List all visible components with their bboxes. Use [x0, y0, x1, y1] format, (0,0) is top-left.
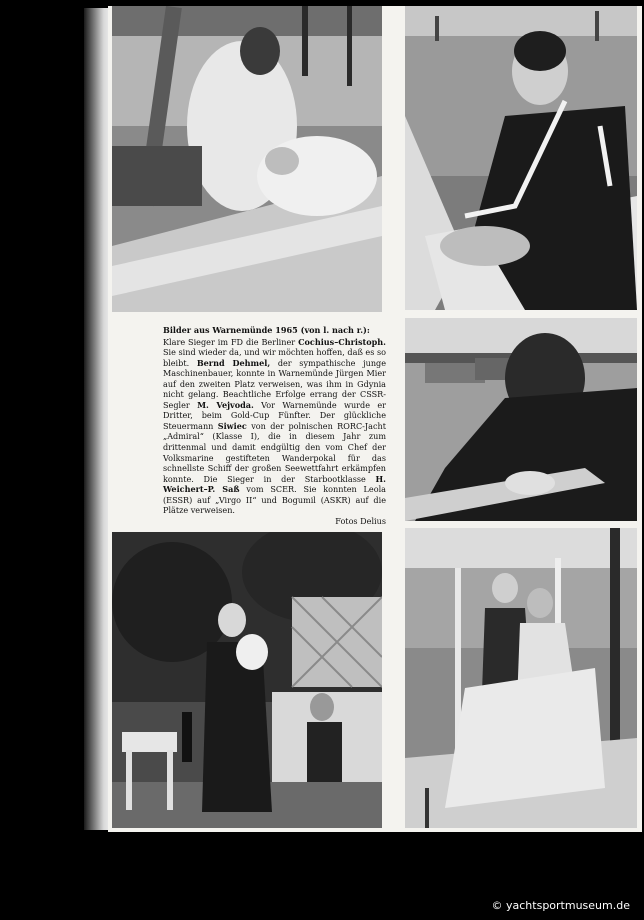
caption-name: Siwiec: [217, 420, 247, 431]
caption-text: der sympathische junge Maschinenbauer, konnte in Warnemünde Jürgen Mier auf den zweiten Platz verweisen, was ihm in Gdynia nicht gelang. Beachtliche Erfolge errang der CSSR-Segler: [163, 357, 387, 410]
caption-name: H. Weichert–P. Saß: [163, 473, 386, 495]
caption-text: Klare Sieger im FD die Berliner: [163, 336, 299, 347]
photo-bernd-dehmel: [405, 6, 637, 310]
caption-text: von der polnischen RORC-Jacht „Admiral“ (Klasse I), die in diesem Jahr zum drittenmal und damit endgültig den vom Chef der Volksmarine gestifteten Wanderpokal für das schnellste Schiff der großen Seewettfahrt erkämpfen konnte. Die Sieger in der Starbootklasse: [163, 420, 386, 484]
photo-siwiec-trophy: [112, 532, 382, 828]
caption-text: vom SCER. Sie konnten Leola (ESSR) auf „Virgo II“ und Bogumil (ASKR) auf die Plätze verweisen.: [163, 484, 386, 516]
caption-title: Bilder aus Warnemünde 1965 (von l. nach r.):: [163, 325, 370, 335]
caption-name: Cochius–Christoph.: [298, 336, 386, 347]
photo-caption: [163, 325, 386, 526]
photo-credit: Fotos Delius: [335, 515, 386, 526]
photo-weichert-sass: [405, 528, 637, 828]
caption-text: Sie sind wieder da, und wir möchten hoffen, daß es so bleibt.: [163, 347, 386, 368]
caption-body: [163, 337, 386, 516]
caption-name: M. Vejvoda.: [197, 399, 254, 410]
caption-name: Bernd Dehmel,: [196, 357, 271, 368]
caption-text: Vor Warnemünde wurde er Dritter, beim Gold-Cup Fünfter. Der glückliche Steuermann: [163, 399, 386, 431]
photo-fd-sailors: [112, 6, 382, 312]
copyright-watermark: © yachtsportmuseum.de: [491, 899, 630, 912]
photo-vejvoda: [405, 318, 637, 521]
